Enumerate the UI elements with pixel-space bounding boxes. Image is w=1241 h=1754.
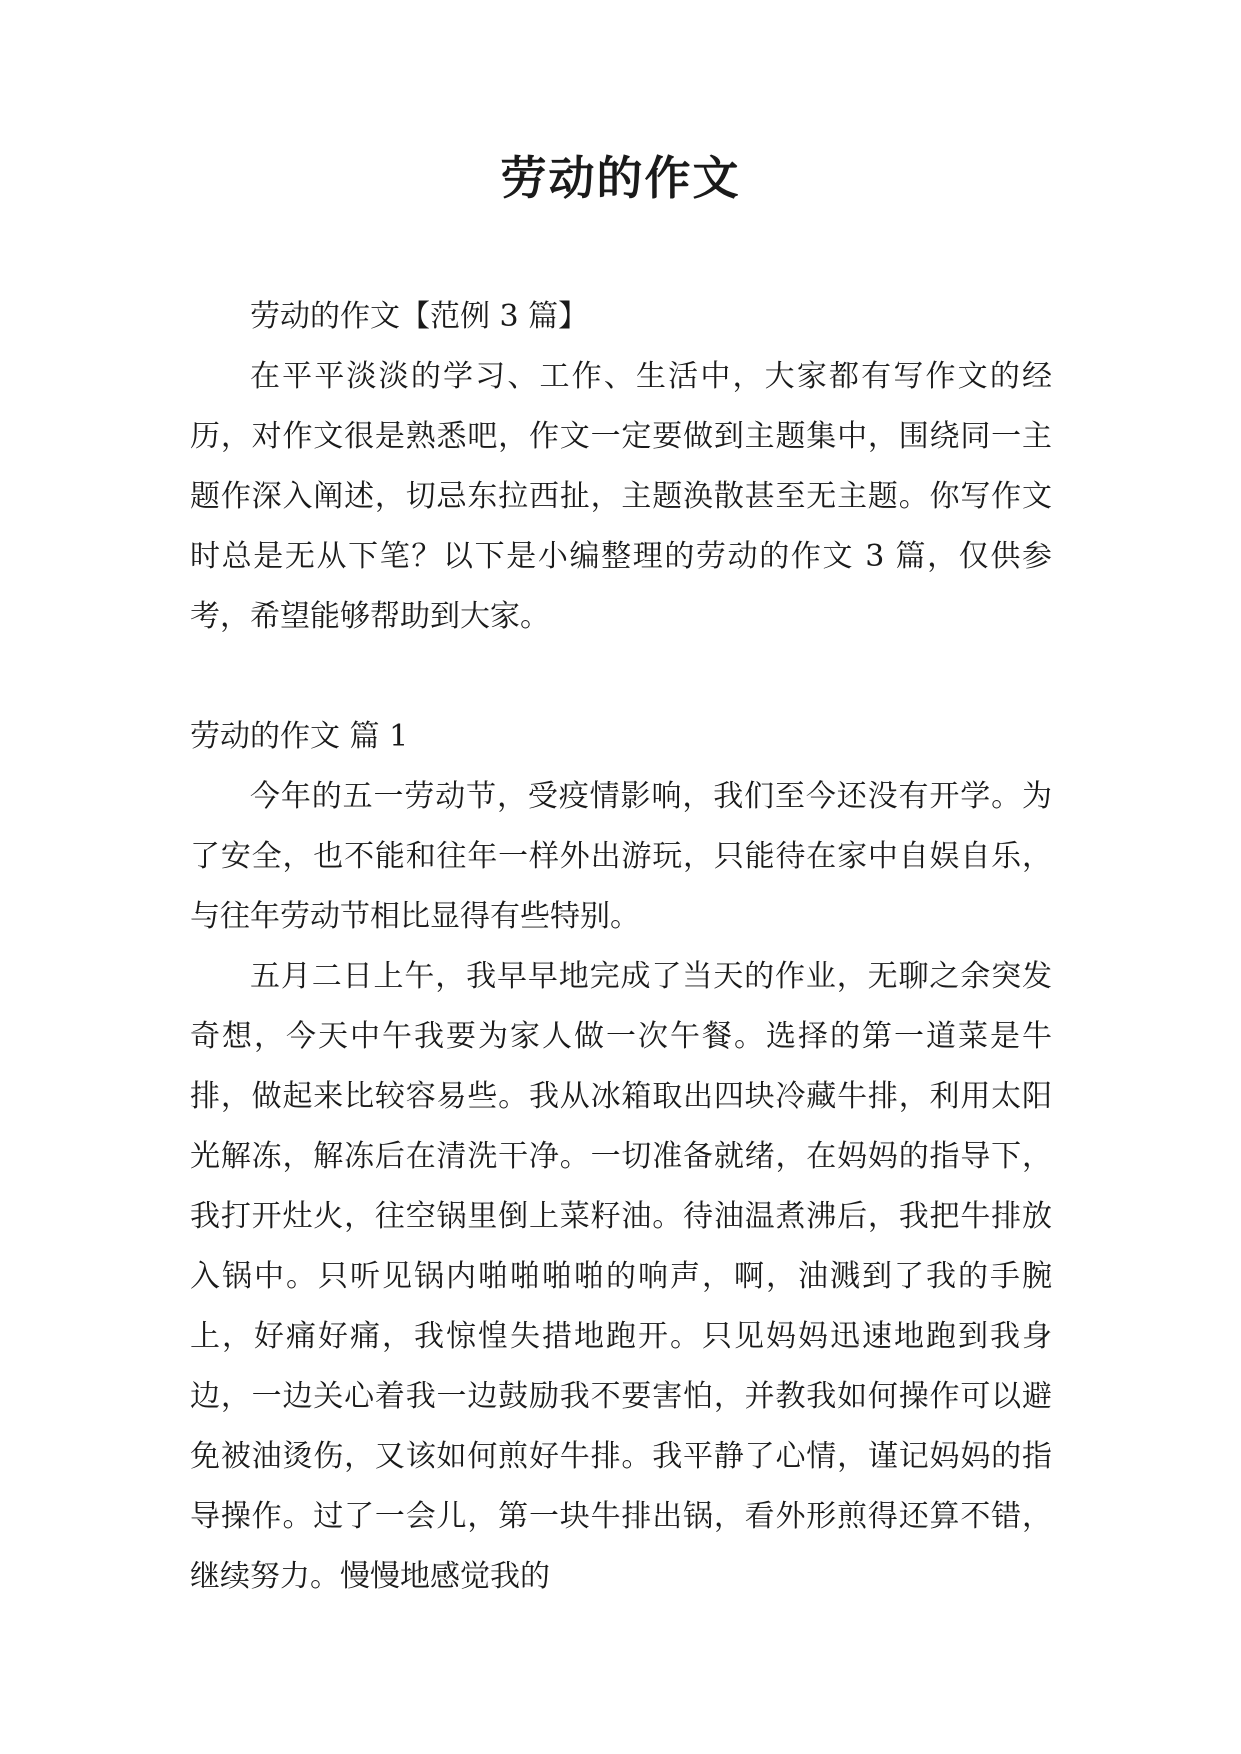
intro-paragraph: 在平平淡淡的学习、工作、生活中，大家都有写作文的经历，对作文很是熟悉吧，作文一定要做到主题集中，围绕同一主题作深入阐述，切忌东拉西扯，主题涣散甚至无主题。你写作文时总是无从下笔？以下是小编整理的劳动的作文 3 篇，仅供参考，希望能够帮助到大家。	[190, 359, 1052, 634]
body-paragraph-2: 五月二日上午，我早早地完成了当天的作业，无聊之余突发奇想，今天中午我要为家人做一次午餐。选择的第一道菜是牛排，做起来比较容易些。我从冰箱取出四块冷藏牛排，利用太阳光解冻，解冻后在清洗干净。一切准备就绪，在妈妈的指导下，我打开灶火，往空锅里倒上菜籽油。待油温煮沸后，我把牛排放入锅中。只听见锅内啪啪啪啪的响声，啊，油溅到了我的手腕上，好痛好痛，我惊惶失措地跑开。只见妈妈迅速地跑到我身边，一边关心着我一边鼓励我不要害怕，并教我如何操作可以避免被油烫伤，又该如何煎好牛排。我平静了心情，谨记妈妈的指导操作。过了一会儿，第一块牛排出锅，看外形煎得还算不错，继续努力。慢慢地感觉我的	[190, 959, 1052, 1594]
document-body	[190, 287, 1052, 1607]
document-title: 劳动的作文	[500, 151, 741, 205]
document-subtitle: 劳动的作文【范例 3 篇】	[250, 299, 589, 334]
section-heading: 劳动的作文 篇 1	[190, 719, 409, 754]
body-paragraph-1: 今年的五一劳动节，受疫情影响，我们至今还没有开学。为了安全，也不能和往年一样外出游玩，只能待在家中自娱自乐，与往年劳动节相比显得有些特别。	[190, 779, 1052, 934]
